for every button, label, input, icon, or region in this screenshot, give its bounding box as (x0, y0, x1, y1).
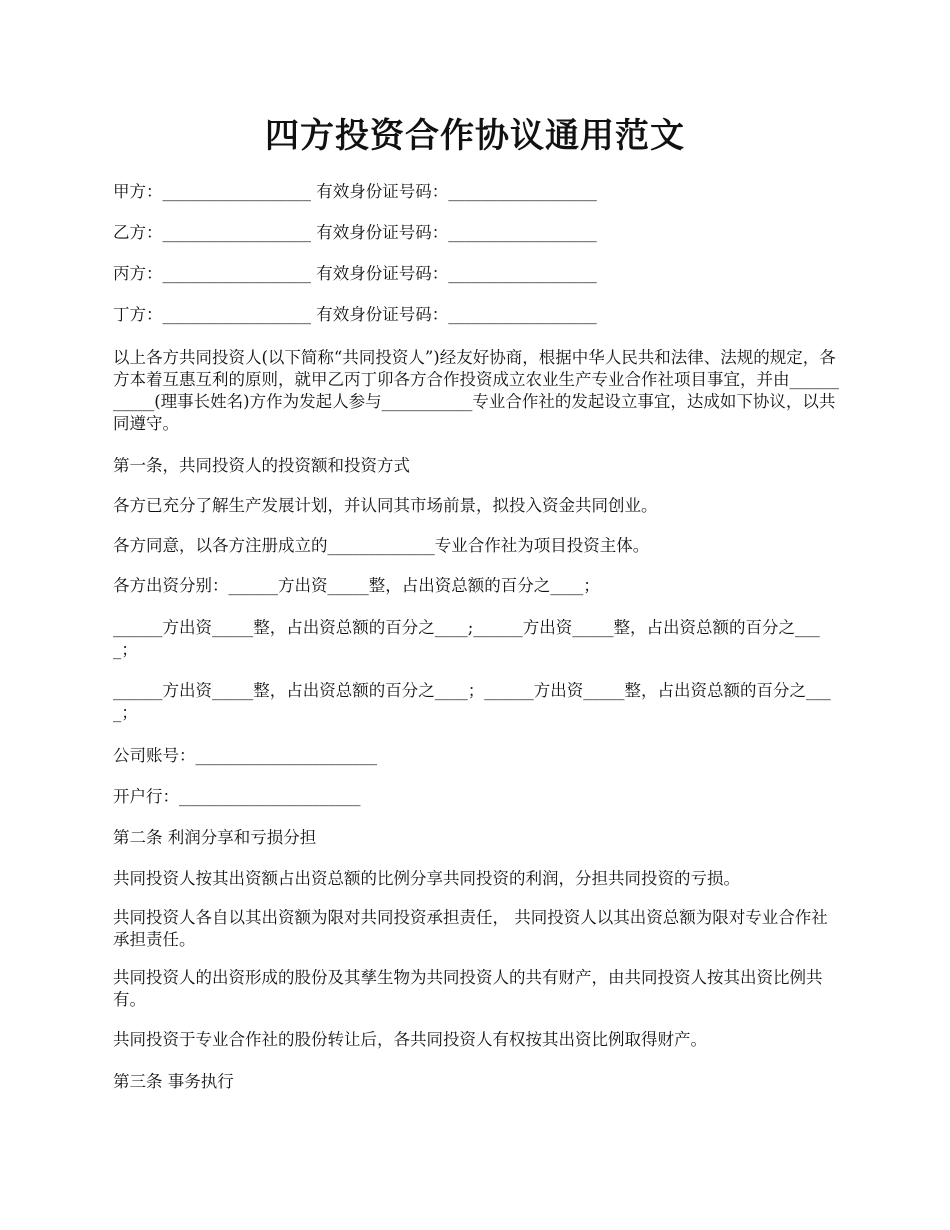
party-a-line: 甲方：__________________ 有效身份证号码：__________________ (113, 182, 597, 201)
article1-paragraph-2: 各方同意，以各方注册成立的_____________专业合作社为项目投资主体。 (113, 536, 650, 555)
article2-heading: 第二条 利润分享和亏损分担 (113, 828, 317, 847)
article1-paragraph-1: 各方已充分了解生产发展计划，并认同其市场前景，拟投入资金共同创业。 (113, 496, 658, 515)
article1-paragraph-3: 各方出资分别：______方出资_____整，占出资总额的百分之____； (113, 576, 600, 595)
party-c-line: 丙方：__________________ 有效身份证号码：__________________ (113, 264, 597, 283)
party-b-line: 乙方：__________________ 有效身份证号码：__________________ (113, 223, 597, 242)
article2-paragraph-3: 共同投资人的出资形成的股份及其孳生物为共同投资人的共有财产，由共同投资人按其出资比例共有。 (113, 968, 823, 1009)
article3-heading: 第三条 事务执行 (113, 1072, 234, 1091)
company-account-line: 公司账号：______________________ (113, 746, 377, 765)
document-title: 四方投资合作协议通用范文 (265, 116, 685, 156)
article1-paragraph-4: ______方出资_____整，占出资总额的百分之____;______方出资_____整，占出资总额的百分之____； (113, 618, 820, 659)
article1-paragraph-5: ______方出资_____整，占出资总额的百分之____；______方出资_____整，占出资总额的百分之____； (113, 681, 831, 722)
article2-paragraph-2: 共同投资人各自以其出资额为限对共同投资承担责任， 共同投资人以其出资总额为限对专业合作社承担责任。 (113, 908, 828, 949)
article2-paragraph-4: 共同投资于专业合作社的股份转让后，各共同投资人有权按其出资比例取得财产。 (113, 1030, 707, 1049)
bank-line: 开户行：______________________ (113, 787, 361, 806)
party-d-line: 丁方：__________________ 有效身份证号码：__________________ (113, 305, 597, 324)
intro-paragraph: 以上各方共同投资人(以下简称“共同投资人”)经友好协商，根据中华人民共和法律、法规的规定，各方本着互惠互利的原则，就甲乙丙丁卯各方合作投资成立农业生产专业合作社项目事宜，并由___________(理事长姓名)方作为发起人参与___________专业合作社的发起设立事宜，达成如下协议，以共同遵守。 (113, 348, 839, 433)
article2-paragraph-1: 共同投资人按其出资额占出资总额的比例分享共同投资的利润，分担共同投资的亏损。 (113, 869, 740, 888)
article1-heading: 第一条，共同投资人的投资额和投资方式 (113, 456, 410, 475)
